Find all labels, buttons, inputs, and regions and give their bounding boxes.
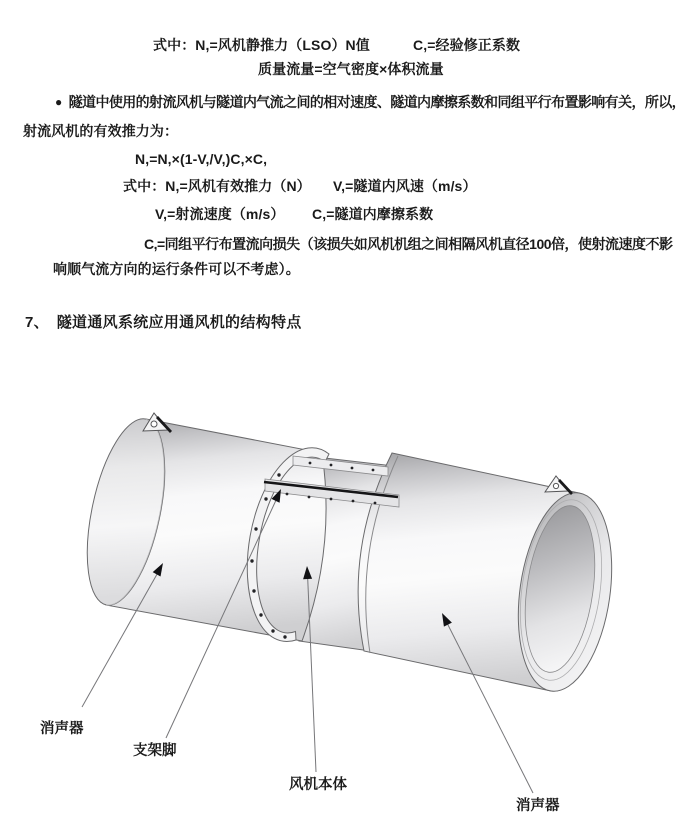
formula-line2: 质量流量=空气密度×体积流量 [258,61,444,77]
section-heading: 7、 隧道通风系统应用通风机的结构特点 [25,314,302,331]
left-silencer [73,412,326,641]
formula-line1-left: 式中：N,=风机静推力（LSO）N值 [153,37,370,53]
formula-line7-right: C,=隧道内摩擦系数 [312,206,434,222]
formula-line5: N,=N,×(1-V,/V,)C,×C, [135,151,268,167]
label-silencer-left: 消声器 [40,721,84,737]
formula-line9: 响顺气流方向的运行条件可以不考虑）。 [53,261,300,277]
formula-line4: 射流风机的有效推力为： [23,123,179,139]
formula-line8: C,=同组平行布置流向损失（该损失如风机机组之间相隔风机直径100倍，使射流速度不影 [144,236,673,252]
lug-hole-right [553,483,558,488]
label-fan-body: 风机本体 [289,777,347,793]
lifting-lug-right [545,476,572,494]
formula-line7-left: V,=射流速度（m/s） [155,206,285,222]
label-silencer-right: 消声器 [516,798,560,814]
lug-hole-left [151,421,157,427]
bullet-icon: ● [55,95,62,109]
label-bracket-foot: 支架脚 [133,743,177,759]
formula-line1-right: C,=经验修正系数 [413,37,521,53]
bullet-paragraph-text: 隧道中使用的射流风机与隧道内气流之间的相对速度、隧道内摩擦系数和同组平行布置影响有关，所以， [68,94,686,110]
formula-line6-left: 式中：N,=风机有效推力（N） [123,178,311,194]
right-silencer [358,453,623,697]
formula-line6-right: V,=隧道内风速（m/s） [333,178,477,194]
